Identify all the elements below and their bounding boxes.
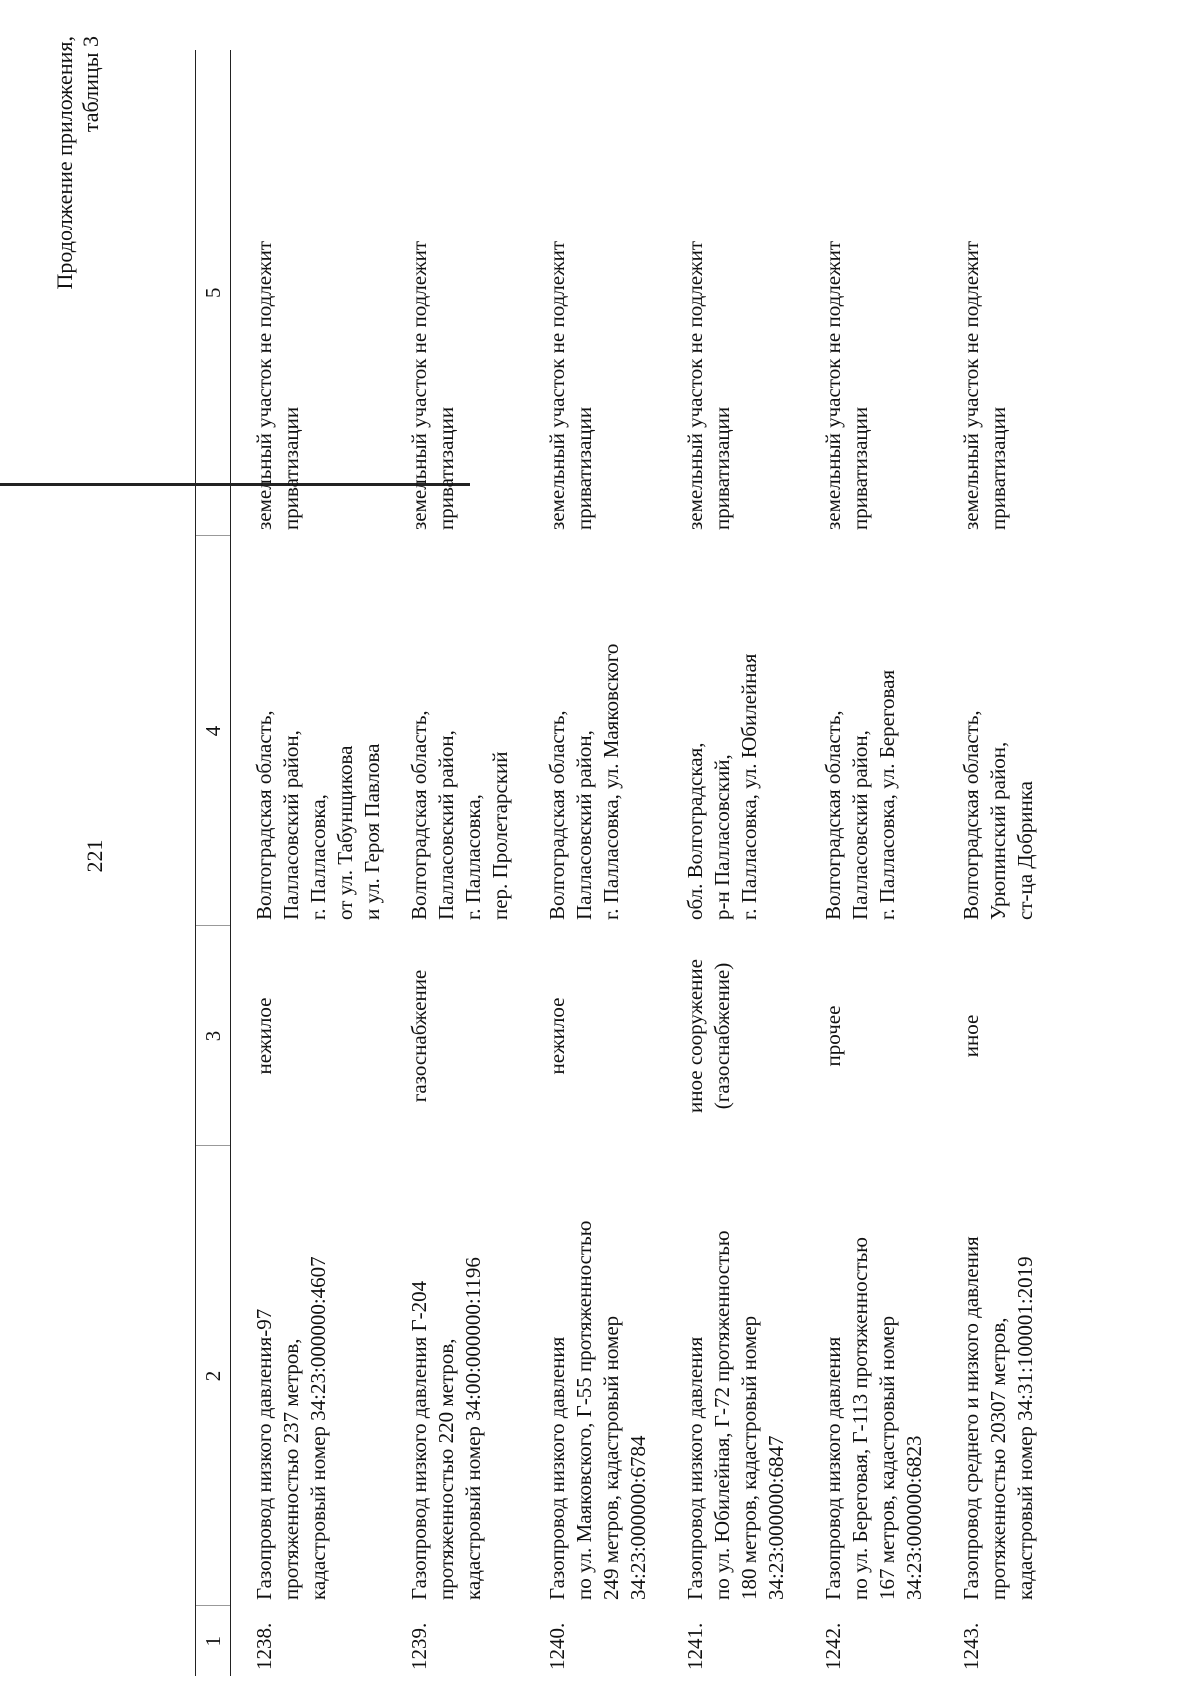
object-note: земельный участок не подлежит приватизации [959,240,1010,530]
object-type: иное сооружение (газоснабжение) [683,959,734,1113]
object-name: Газопровод низкого давления Г-204 протяженностью 220 метров, кадастровый номер 34:00:000000:1196 [407,1257,485,1600]
column-header: 4 [196,536,231,926]
table-row [938,50,1076,1676]
row-number: 1242. [821,1622,845,1670]
object-name: Газопровод среднего и низкого давления протяженностью 20307 метров, кадастровый номер 34:31:100001:2019 [959,1236,1037,1600]
table-row [386,50,524,1676]
column-header: 3 [196,926,231,1146]
object-address: Волгоградская область, Палласовский район, г. Палласовка, от ул. Табунщикова и ул. Героя Павлова [252,710,384,920]
object-type: иное [959,1014,983,1058]
continuation-note: Продолжение приложения, таблицы 3 [52,36,103,290]
table-header-row [196,50,231,1676]
object-note: земельный участок не подлежит приватизации [821,240,872,530]
object-address: обл. Волгоградская, р-н Палласовский, г. Палласовка, ул. Юбилейная [683,653,761,920]
column-header: 5 [196,50,231,536]
object-name: Газопровод низкого давления по ул. Юбилейная, Г-72 протяженностью 180 метров, кадастровый номер 34:23:000000:6847 [683,1230,788,1600]
table-row [231,50,387,1676]
page-number: 221 [82,839,107,873]
object-address: Волгоградская область, Палласовский район, г. Палласовка, ул. Береговая [821,669,899,920]
object-address: Волгоградская область, Урюпинский район, ст-ца Добринка [959,710,1037,920]
object-name: Газопровод низкого давления-97 протяженностью 237 метров, кадастровый номер 34:23:000000:4607 [252,1256,330,1600]
object-type: нежилое [545,997,569,1075]
row-number: 1238. [252,1622,276,1670]
object-type: прочее [821,1005,845,1067]
table-row [524,50,662,1676]
object-type: газоснабжение [407,969,431,1103]
row-number: 1239. [407,1622,431,1670]
object-note: земельный участок не подлежит приватизации [545,240,596,530]
object-name: Газопровод низкого давления по ул. Маяковского, Г-55 протяженностью 249 метров, кадастровый номер 34:23:000000:6784 [545,1220,650,1600]
object-note: земельный участок не подлежит приватизации [683,240,734,530]
column-header: 2 [196,1146,231,1606]
object-address: Волгоградская область, Палласовский район, г. Палласовка, пер. Пролетарский [407,710,512,920]
object-note: земельный участок не подлежит приватизации [407,240,458,530]
object-note: земельный участок не подлежит приватизации [252,240,303,530]
object-address: Волгоградская область, Палласовский район, г. Палласовка, ул. Маяковского [545,643,623,920]
property-table [195,50,1076,1676]
table-row [662,50,800,1676]
table-row [800,50,938,1676]
object-type: нежилое [252,997,276,1075]
object-name: Газопровод низкого давления по ул. Береговая, Г-113 протяженностью 167 метров, кадастровый номер 34:23:000000:6823 [821,1237,926,1600]
row-number: 1243. [959,1622,983,1670]
row-number: 1240. [545,1622,569,1670]
column-header: 1 [196,1606,231,1676]
row-number: 1241. [683,1622,707,1670]
